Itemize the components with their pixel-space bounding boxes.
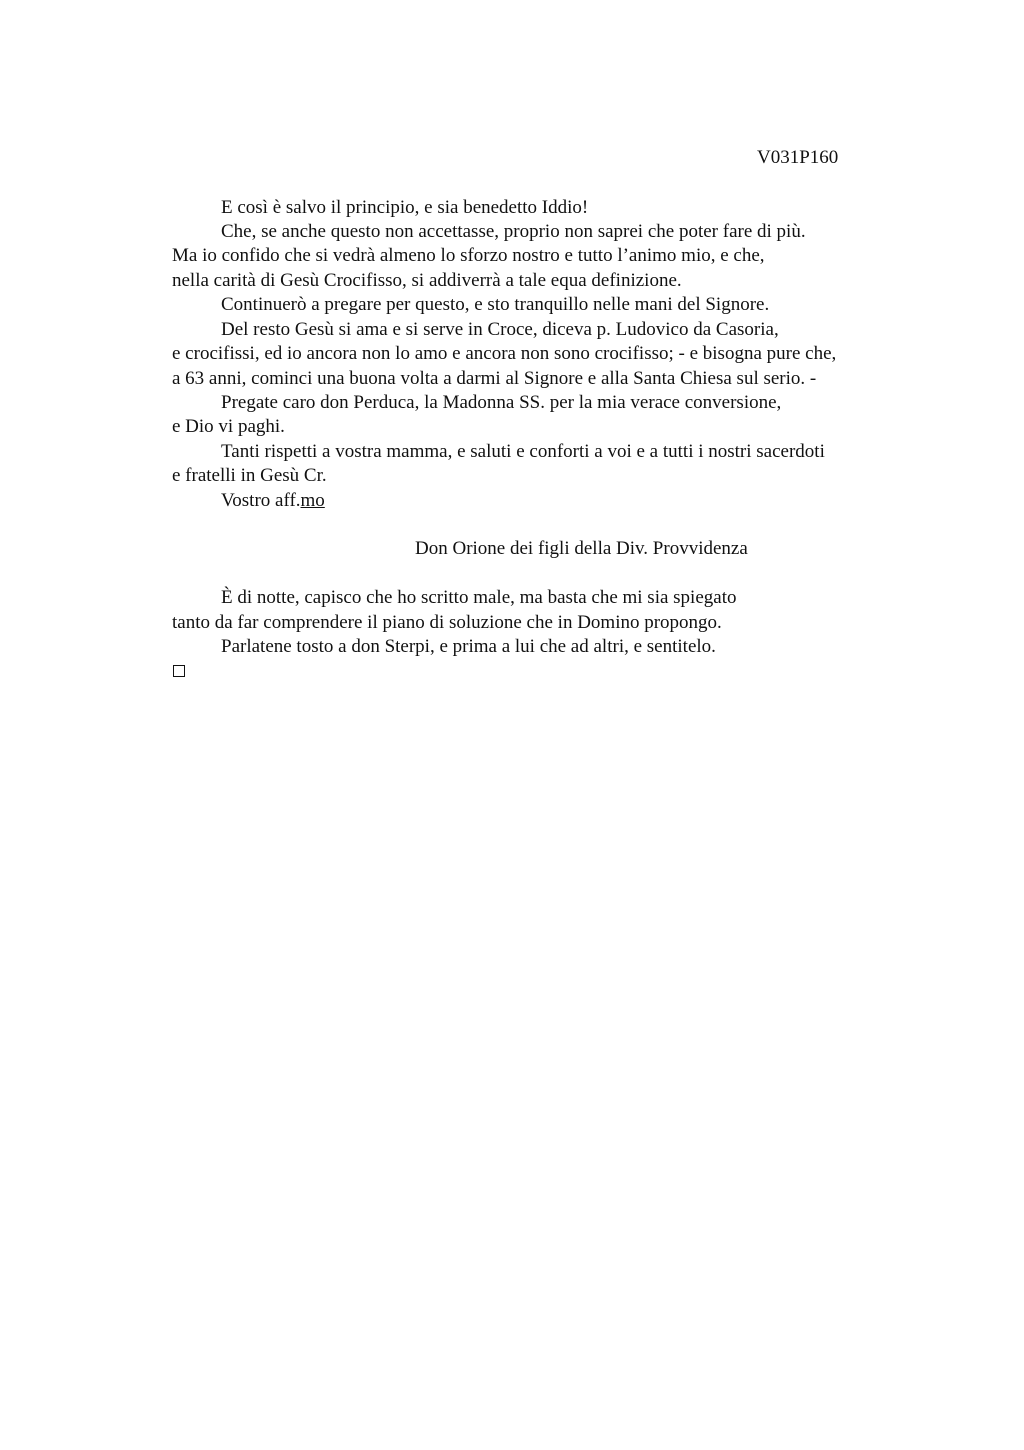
page-reference: V031P160 xyxy=(757,147,839,168)
postscript-line-2: tanto da far comprendere il piano di soluzione che in Domino propongo. xyxy=(172,612,722,633)
letter-line-12: e fratelli in Gesù Cr. xyxy=(172,465,327,486)
closing-prefix: Vostro aff. xyxy=(221,490,301,511)
letter-line-4: nella carità di Gesù Crocifisso, si addiverrà a tale equa definizione. xyxy=(172,270,682,291)
postscript-line-3: Parlatene tosto a don Sterpi, e prima a lui che ad altri, e sentitelo. xyxy=(221,636,716,657)
letter-line-7: e crocifissi, ed io ancora non lo amo e ancora non sono crocifisso; - e bisogna pure che, xyxy=(172,343,837,364)
closing-underlined: mo xyxy=(300,490,325,511)
letter-line-9: Pregate caro don Perduca, la Madonna SS. per la mia verace conversione, xyxy=(221,392,782,413)
letter-line-1: E così è salvo il principio, e sia benedetto Iddio! xyxy=(221,197,589,218)
letter-line-10: e Dio vi paghi. xyxy=(172,416,285,437)
letter-line-5: Continuerò a pregare per questo, e sto tranquillo nelle mani del Signore. xyxy=(221,294,770,315)
square-outline-icon xyxy=(173,665,185,677)
closing-line xyxy=(221,489,325,513)
letter-line-11: Tanti rispetti a vostra mamma, e saluti e conforti a voi e a tutti i nostri sacerdoti xyxy=(221,441,825,462)
postscript-line-1: È di notte, capisco che ho scritto male, ma basta che mi sia spiegato xyxy=(221,587,737,608)
letter-line-8: a 63 anni, cominci una buona volta a darmi al Signore e alla Santa Chiesa sul serio. - xyxy=(172,368,817,389)
letter-line-2: Che, se anche questo non accettasse, proprio non saprei che poter fare di più. xyxy=(221,221,806,242)
letter-line-6: Del resto Gesù si ama e si serve in Croce, diceva p. Ludovico da Casoria, xyxy=(221,319,779,340)
letter-line-3: Ma io confido che si vedrà almeno lo sforzo nostro e tutto l’animo mio, e che, xyxy=(172,245,765,266)
signature: Don Orione dei figli della Div. Provvidenza xyxy=(415,538,748,559)
